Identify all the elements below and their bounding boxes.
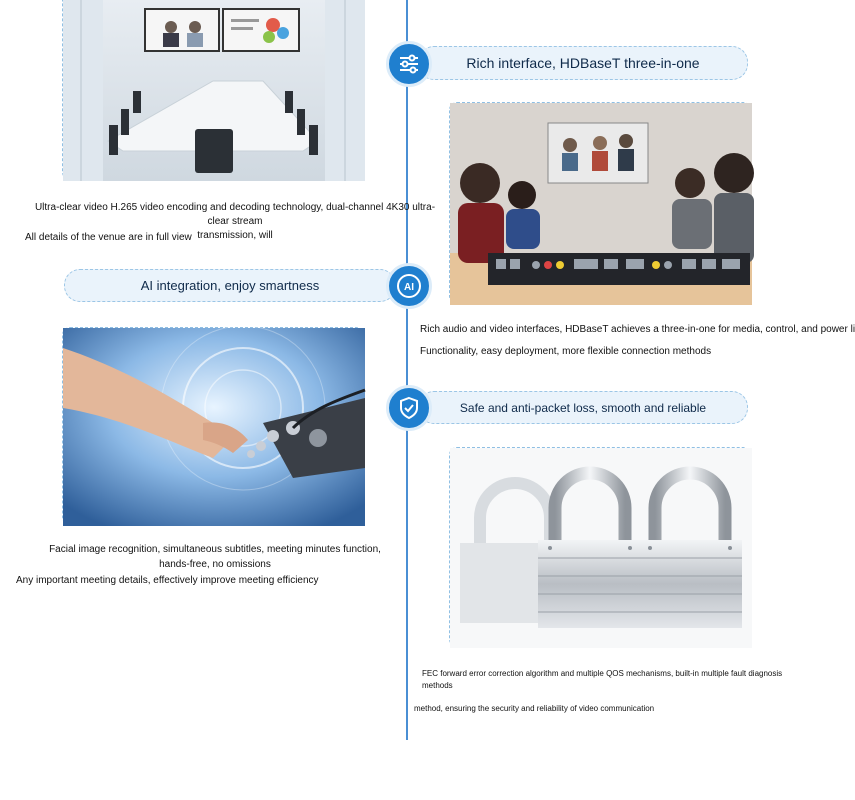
conference-room-photo [62,0,364,180]
section-caption-safe [414,668,800,715]
ai-handshake-photo [62,327,364,525]
timeline-line [406,0,408,740]
ai-icon-text: AI [404,282,414,293]
padlocks-photo [449,447,751,647]
top-caption-line-2: transmission, will [197,230,273,241]
section-title-rich-interface: Rich interface, HDBaseT three-in-one [466,55,700,71]
caption-line: hands-free, no omissions [159,559,271,570]
meeting-device-photo [449,102,751,304]
caption-line: Functionality, easy deployment, more flexible connection methods [420,346,712,357]
section-title-pill-safe [418,391,748,424]
section-title-pill-ai [64,269,396,302]
caption-line: Facial image recognition, simultaneous subtitles, meeting minutes function, [49,544,381,555]
top-caption-line-3: All details of the venue are in full view [25,232,192,243]
sliders-icon [386,41,432,87]
ai-icon [386,263,432,309]
caption-line: FEC forward error correction algorithm and multiple QOS mechanisms, built-in multiple fault diagnosis methods [422,669,783,690]
section-title-pill-rich-interface [418,46,748,80]
section-caption-rich-interface [420,323,855,359]
shield-check-icon [386,385,432,431]
caption-line: Rich audio and video interfaces, HDBaseT achieves a three-in-one for media, control, and power li [420,324,855,335]
top-caption-line-1: Ultra-clear video H.265 video encoding and decoding technology, dual-channel 4K30 ultra-clear stream [34,202,436,227]
section-caption-ai [40,543,390,572]
section-title-safe: Safe and anti-packet loss, smooth and reliable [459,400,707,415]
caption-line: Any important meeting details, effectively improve meeting efficiency [16,575,319,586]
section-title-ai: AI integration, enjoy smartness [140,278,320,293]
caption-line: method, ensuring the security and reliability of video communication [414,704,655,713]
